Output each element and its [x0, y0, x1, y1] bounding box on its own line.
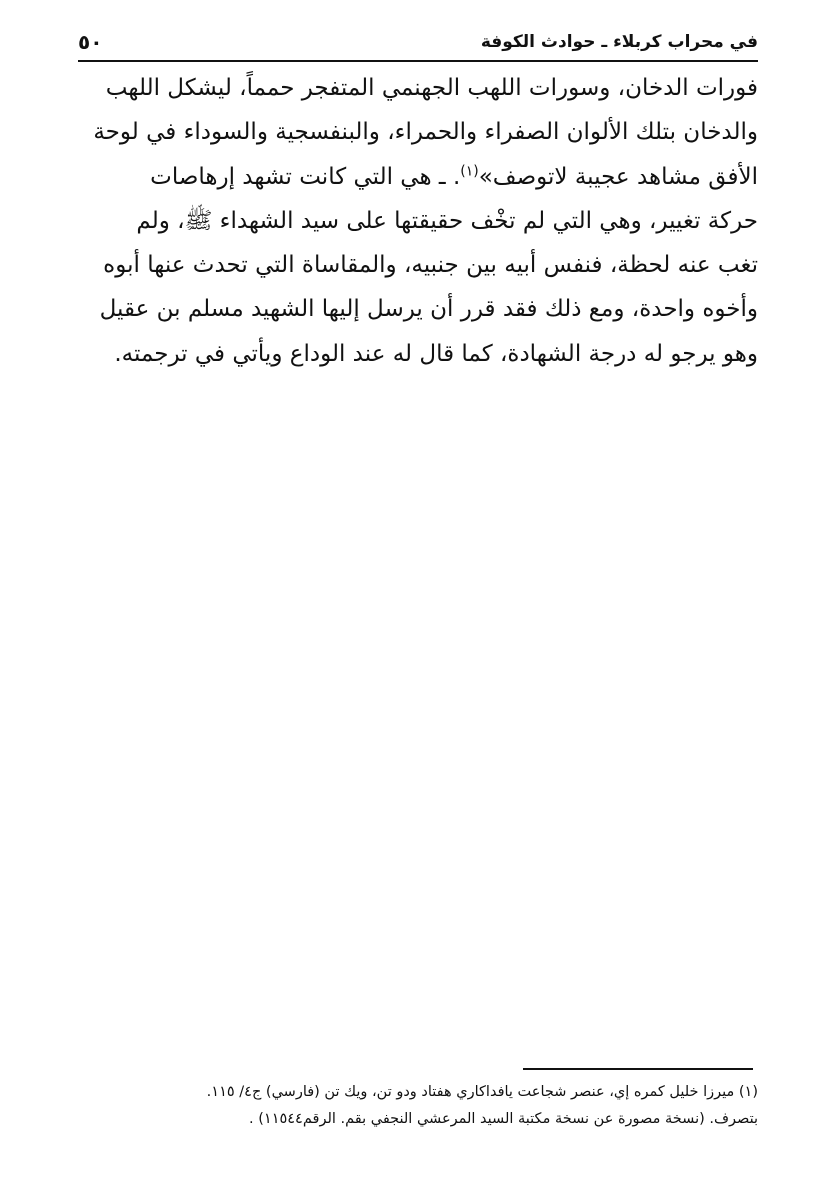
- text-line-3-end: . ـ هي التي كانت تشهد إرهاصات: [150, 163, 461, 190]
- page-header: [78, 28, 758, 62]
- running-title: في محراب كربلاء ـ حوادث الكوفة: [480, 32, 758, 52]
- text-line-3-start: الأفق مشاهد عجيبة لاتوصف»: [478, 163, 758, 190]
- footnote-line-1: (١) ميرزا خليل كمره إي، عنصر شجاعت يافداكاري هفتاد ودو تن، ويك تن (فارسي) ج٤/ ١١٥.: [206, 1084, 758, 1100]
- header-rule: [78, 60, 758, 62]
- text-line-5: تغب عنه لحظة، فنفس أبيه بين جنبيه، والمقاساة التي تحدث عنها أبوه: [103, 252, 758, 279]
- footnotes: [78, 1079, 758, 1133]
- text-line-4: حركة تغيير، وهي التي لم تخْف حقيقتها على سيد الشهداء ﷺ، ولم: [136, 207, 758, 234]
- footnote-reference: (١): [460, 162, 479, 179]
- text-line-2: والدخان بتلك الألوان الصفراء والحمراء، والبنفسجية والسوداء في لوحة: [93, 119, 758, 146]
- text-line-1: فورات الدخان، وسورات اللهب الجهنمي المتفجر حمماً، ليشكل اللهب: [105, 75, 758, 101]
- footnote-line-2: بتصرف. (نسخة مصورة عن نسخة مكتبة السيد المرعشي النجفي بقم. الرقم١١٥٤٤) .: [249, 1111, 758, 1127]
- footnote-separator: [523, 1068, 753, 1070]
- text-line-6: وأخوه واحدة، ومع ذلك فقد قرر أن يرسل إليها الشهيد مسلم بن عقيل: [99, 296, 758, 323]
- text-line-7: وهو يرجو له درجة الشهادة، كما قال له عند الوداع ويأتي في ترجمته.: [114, 340, 758, 367]
- page-number: ٥٠: [78, 30, 103, 54]
- text-line-3: [78, 155, 758, 199]
- main-text: [78, 66, 758, 376]
